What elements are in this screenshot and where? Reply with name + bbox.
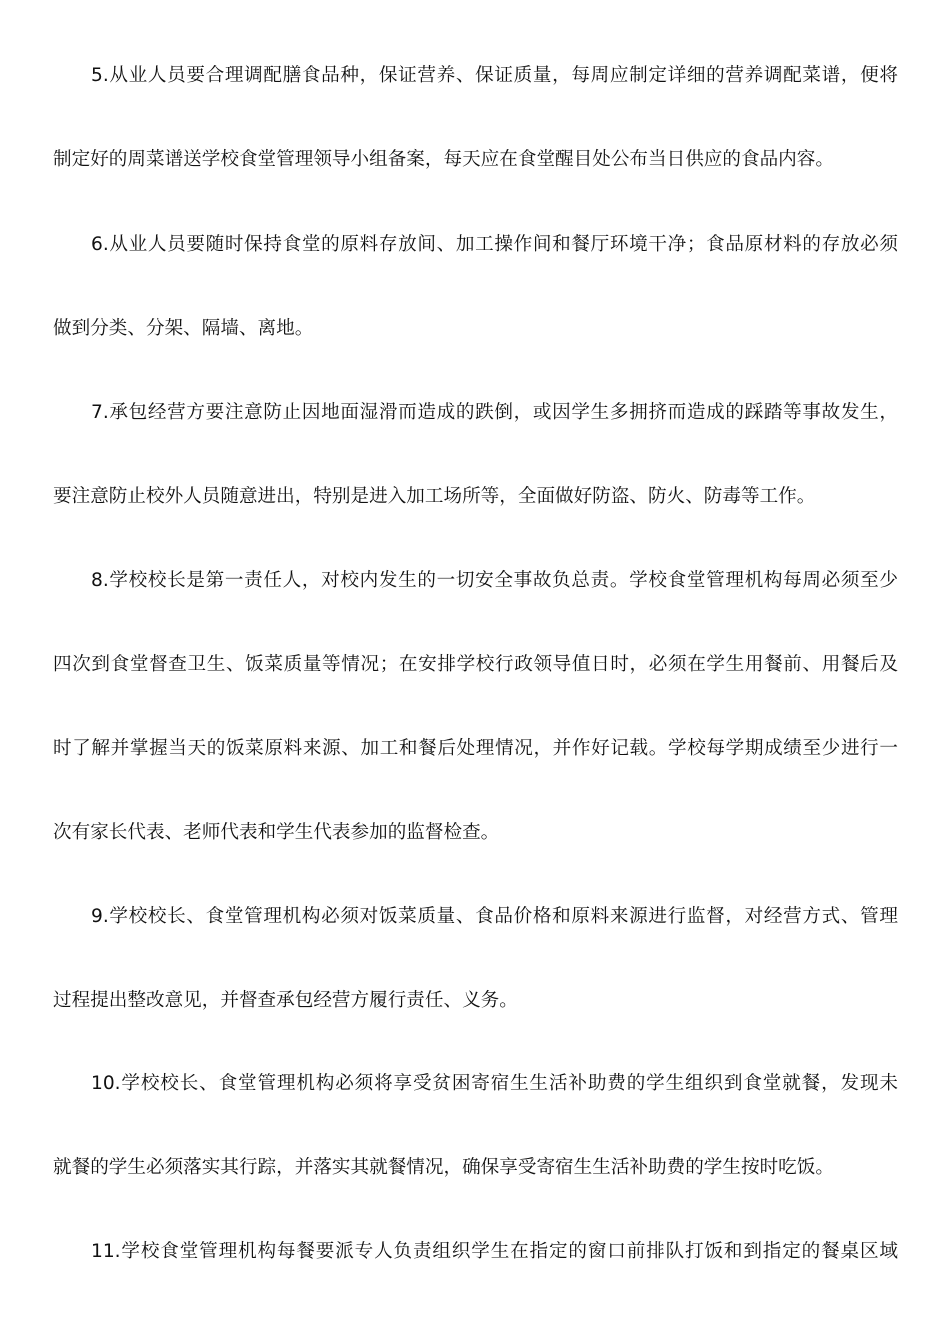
paragraph-9-line-2: 过程提出整改意见，并督查承包经营方履行责任、义务。 <box>53 990 518 1011</box>
paragraph-7-line-1: 7.承包经营方要注意防止因地面湿滑而造成的跌倒，或因学生多拥挤而造成的踩踏等事故发生， <box>91 402 898 423</box>
paragraph-8-line-4: 次有家长代表、老师代表和学生代表参加的监督检查。 <box>53 822 500 843</box>
paragraph-9-line-1: 9.学校校长、食堂管理机构必须对饭菜质量、食品价格和原料来源进行监督，对经营方式、管理 <box>91 906 898 927</box>
paragraph-8-line-3: 时了解并掌握当天的饭菜原料来源、加工和餐后处理情况，并作好记载。学校每学期成绩至少进行一 <box>53 738 898 759</box>
paragraph-7-line-2: 要注意防止校外人员随意进出，特别是进入加工场所等，全面做好防盗、防火、防毒等工作。 <box>53 486 816 507</box>
paragraph-8-line-1: 8.学校校长是第一责任人，对校内发生的一切安全事故负总责。学校食堂管理机构每周必须至少 <box>91 570 898 591</box>
paragraph-10-line-1: 10.学校校长、食堂管理机构必须将享受贫困寄宿生生活补助费的学生组织到食堂就餐，发现未 <box>91 1073 898 1094</box>
paragraph-10-line-2: 就餐的学生必须落实其行踪，并落实其就餐情况，确保享受寄宿生生活补助费的学生按时吃饭。 <box>53 1157 834 1178</box>
paragraph-5-line-1: 5.从业人员要合理调配膳食品种，保证营养、保证质量，每周应制定详细的营养调配菜谱，便将 <box>91 65 898 86</box>
paragraph-8-line-2: 四次到食堂督查卫生、饭菜质量等情况；在安排学校行政领导值日时，必须在学生用餐前、用餐后及 <box>53 654 898 675</box>
paragraph-6-line-1: 6.从业人员要随时保持食堂的原料存放间、加工操作间和餐厅环境干净；食品原材料的存放必须 <box>91 234 898 255</box>
paragraph-6-line-2: 做到分类、分架、隔墙、离地。 <box>53 318 314 339</box>
paragraph-11-line-1: 11.学校食堂管理机构每餐要派专人负责组织学生在指定的窗口前排队打饭和到指定的餐桌区域 <box>91 1241 898 1262</box>
paragraph-5-line-2: 制定好的周菜谱送学校食堂管理领导小组备案，每天应在食堂醒目处公布当日供应的食品内容。 <box>53 149 834 170</box>
